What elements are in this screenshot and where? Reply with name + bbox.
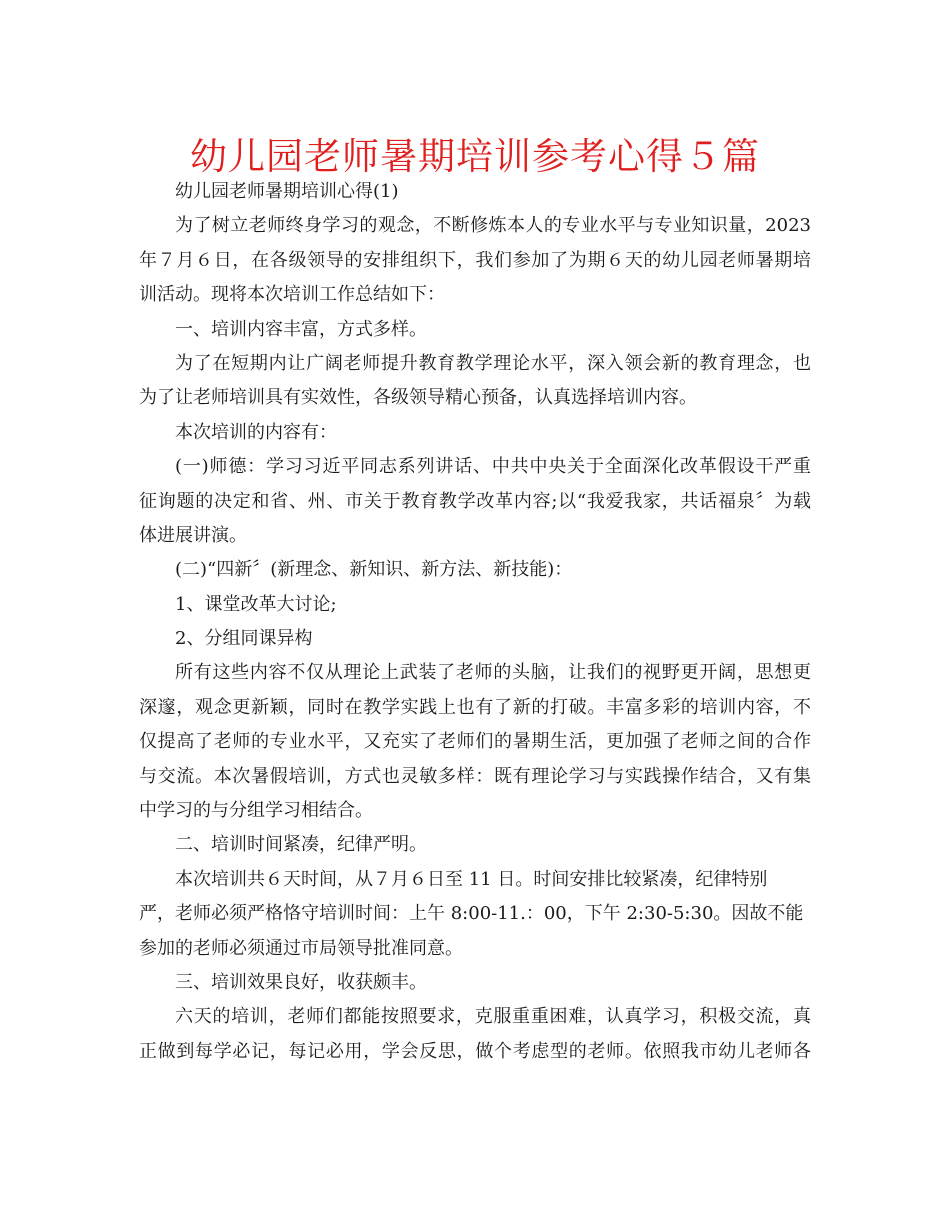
section-heading: 幼儿园老师暑期培训心得(1) <box>175 181 399 202</box>
paragraph-line: 本次培训共６天时间，从７月６日至 11 日。时间安排比较紧凑，纪律特别 <box>175 868 768 890</box>
list-item: 2、分组同课异构 <box>175 628 313 650</box>
document-body <box>139 175 811 1069</box>
paragraph-line: 正做到每学必记，每记必用，学会反思，做个考虑型的老师。依照我市幼儿老师各 <box>139 1040 811 1062</box>
paragraph-line: 中学习的与分组学习相结合。 <box>139 800 373 822</box>
list-item: 1、课堂改革大讨论; <box>175 593 337 615</box>
paragraph-line: (一)师德：学习习近平同志系列讲话、中共中央关于全面深化改革假设干严重 <box>175 456 811 478</box>
paragraph-line: 所有这些内容不仅从理论上武装了老师的头脑，让我们的视野更开阔，思想更 <box>175 662 811 684</box>
paragraph-line: 为了树立老师终身学习的观念，不断修炼本人的专业水平与专业知识量，2023 <box>175 215 811 237</box>
paragraph-line: 为了在短期内让广阔老师提升教育教学理论水平，深入领会新的教育理念，也 <box>175 352 811 374</box>
paragraph-line: (二)“四新〞(新理念、新知识、新方法、新技能)： <box>175 559 573 581</box>
paragraph-line: 为了让老师培训具有实效性，各级领导精心预备，认真选择培训内容。 <box>139 387 697 409</box>
paragraph-line: 六天的培训，老师们都能按照要求，克服重重困难，认真学习，积极交流，真 <box>175 1006 811 1028</box>
paragraph-line: 严，老师必须严格恪守培训时间：上午 8:00-11.：00，下午 2:30-5:30。因故不能 <box>139 903 804 925</box>
paragraph-line: 训活动。现将本次培训工作总结如下： <box>139 284 445 306</box>
section-heading: 二、培训时间紧凑，纪律严明。 <box>175 834 427 856</box>
paragraph-line: 征询题的决定和省、州、市关于教育教学改革内容;以“我爱我家，共话福泉〞为载 <box>139 490 811 512</box>
paragraph-line: 深邃，观念更新颖，同时在教学实践上也有了新的打破。丰富多彩的培训内容，不 <box>139 696 811 718</box>
paragraph-line: 与交流。本次暑假培训，方式也灵敏多样：既有理论学习与实践操作结合，又有集 <box>139 765 811 787</box>
paragraph-line: 本次培训的内容有： <box>175 421 337 443</box>
paragraph-line: 参加的老师必须通过市局领导批准同意。 <box>139 937 463 959</box>
section-heading: 三、培训效果良好，收获颇丰。 <box>175 971 427 993</box>
paragraph-line: 体进展讲演。 <box>139 524 247 546</box>
paragraph-line: 年７月６日，在各级领导的安排组织下，我们参加了为期６天的幼儿园老师暑期培 <box>139 249 811 271</box>
paragraph-line: 仅提高了老师的专业水平，又充实了老师们的暑期生活，更加强了老师之间的合作 <box>139 731 811 753</box>
document-title: 幼儿园老师暑期培训参考心得５篇 <box>190 135 760 178</box>
section-heading: 一、培训内容丰富，方式多样。 <box>175 318 427 340</box>
